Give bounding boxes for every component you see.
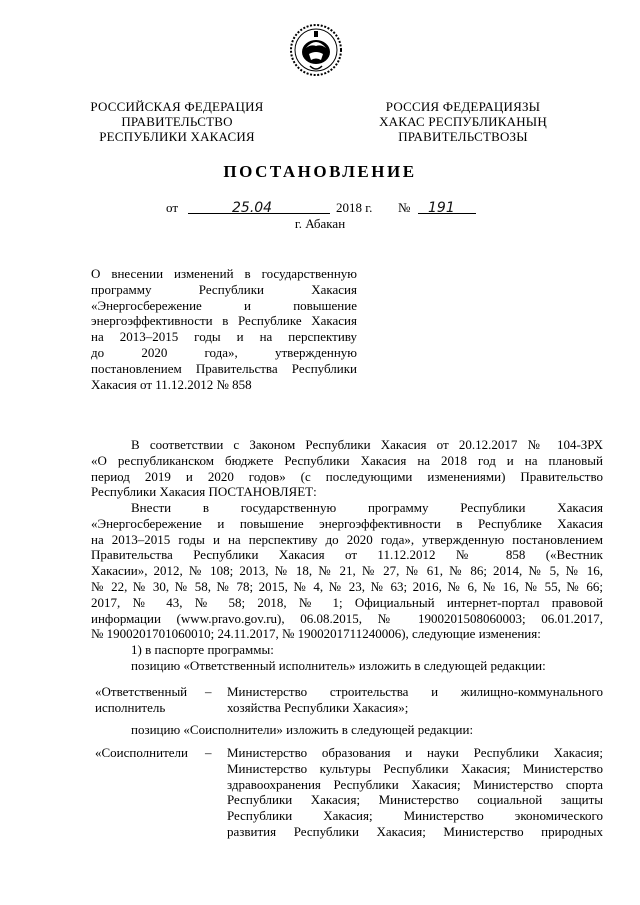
coat-of-arms-emblem [288,22,344,78]
number-sign: № [398,200,411,215]
position-2-intro-block [91,722,603,738]
row-label-line: исполнитель [95,699,166,715]
paragraph-line: Внести в государственную программу Республики Хакасия [131,500,603,515]
document-title: ПОСТАНОВЛЕНИЕ [223,162,417,181]
row-value-line: здравоохранения Республики Хакасия; Министерство спорта [227,776,603,792]
date-prefix: от [166,200,179,215]
paragraph-line: «Энергосбережение и повышение энергоэффективности в Республике Хакасия [91,515,603,531]
row-value-line: Министерство строительства и жилищно-коммунального [227,684,603,699]
header-left-line: РОССИЙСКАЯ ФЕДЕРАЦИЯ [90,99,264,114]
row-value-line: Республики Хакасия; Министерство экономического [227,808,603,824]
subject-line: энергоэффективности в Республике Хакасия [91,313,357,329]
subject-line: до 2020 года», утвержденную [91,344,357,360]
row-value-line: Министерство культуры Республики Хакасия; Министерство [227,760,603,776]
row-value-line: Министерство образования и науки Республики Хакасия; [227,745,603,760]
header-left [82,99,272,144]
row-label [95,684,187,716]
subject-line: на 2013–2015 годы и на перспективу [91,329,357,345]
paragraph-line: на 2013–2015 годы и на перспективу до 2020 года», утвержденную постановлением [91,531,603,547]
row-value-line: Республики Хакасия; Министерство социальной защиты [227,792,603,808]
preamble-line: период 2019 и 2020 годов» (с последующими изменениями) Правительство [91,468,603,484]
item-1: 1) в паспорте программы: [131,642,274,658]
row-label-line: «Соисполнители [95,745,188,760]
preamble-line: «О республиканском бюджете Республики Хакасия на 2018 год и на плановый [91,452,603,468]
date-year: 2018 г. [336,200,373,215]
preamble-line: Республики Хакасия ПОСТАНОВЛЯЕТ: [91,484,317,500]
row-label-line: «Ответственный [95,684,188,699]
position-1-intro: позицию «Ответственный исполнитель» изложить в следующей редакции: [131,657,546,673]
header-right-line: ПРАВИТЕЛЬСТВОЗЫ [398,129,528,144]
preamble [91,437,603,500]
preamble-line: В соответствии с Законом Республики Хакасия от 20.12.2017 № 104-ЗРХ [131,437,603,452]
header-right [368,99,558,144]
row-value-line: развития Республики Хакасия; Министерство природных [227,823,603,839]
header-right-line: ХАКАС РЕСПУБЛИКАНЫҢ [379,114,547,129]
subject-line: программу Республики Хакасия [91,281,357,297]
paragraph-1 [91,500,603,674]
subject-line: «Энергосбережение и повышение [91,297,357,313]
row-dash: – [205,745,212,760]
row-value [227,745,603,840]
paragraph-line: Правительства Республики Хакасия от 11.12.2012 № 858 («Вестник [91,547,603,563]
subject-line: постановлением Правительства Республики [91,360,357,376]
paragraph-line: Хакасии», 2012, № 108; 2013, № 18, № 21, № 27, № 61, № 86; 2014, № 5, № 16, [91,563,603,579]
paragraph-line: информации (www.pravo.gov.ru), 06.08.2015, № 1900201508060003; 06.01.2017, [91,610,603,626]
header-left-line: РЕСПУБЛИКИ ХАКАСИЯ [99,129,255,144]
row-value [227,684,603,716]
position-2-intro: позицию «Соисполнители» изложить в следующей редакции: [131,722,474,737]
subject-line: О внесении изменений в государственную [91,266,357,281]
row-value-line: хозяйства Республики Хакасия»; [227,699,409,715]
subject-line: Хакасия от 11.12.2012 № 858 [91,376,252,392]
handwritten-date: 25.04 [232,200,273,216]
handwritten-number: 191 [428,200,455,216]
paragraph-line: № 1900201701060010; 24.11.2017, № 1900201711240006), следующие изменения: [91,626,541,642]
paragraph-line: 2017, № 43, № 58; 2018, № 1; Официальный интернет-портал правовой [91,594,603,610]
header-left-line: ПРАВИТЕЛЬСТВО [121,114,233,129]
row-dash: – [205,684,212,699]
paragraph-line: № 22, № 30, № 58, № 78; 2015, № 4, № 23, № 63; 2016, № 6, № 16, № 55, № 66; [91,578,603,594]
subject-block [91,266,357,392]
row-label [95,745,188,761]
header-right-line: РОССИЯ ФЕДЕРАЦИЯЗЫ [385,99,541,114]
city: г. Абакан [294,216,346,231]
